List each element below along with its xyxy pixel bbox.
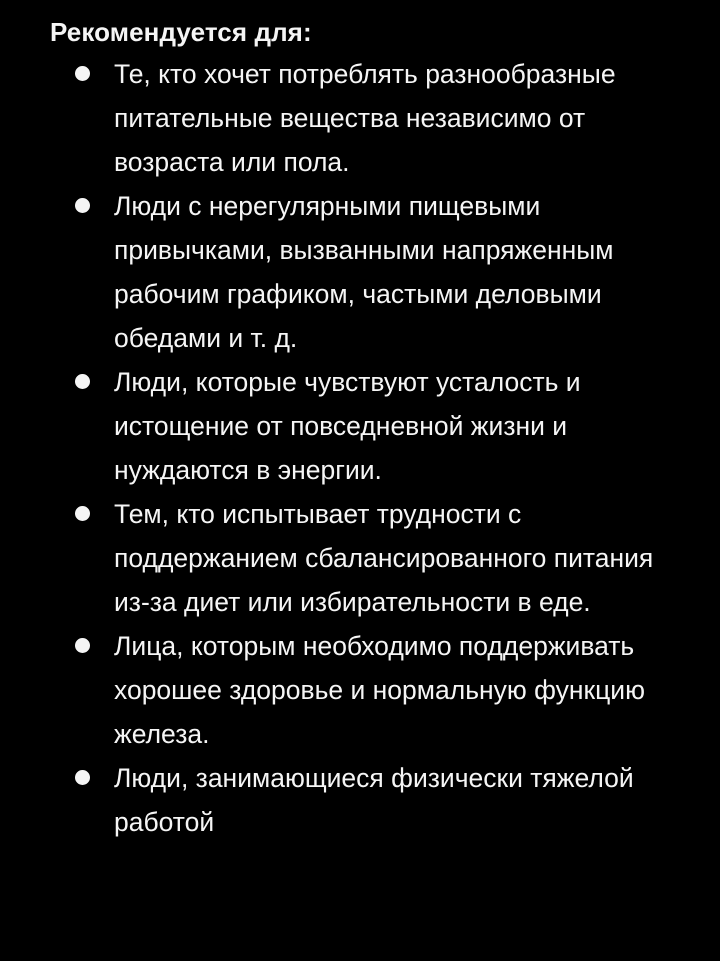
list-item bbox=[50, 492, 670, 624]
list-item bbox=[50, 624, 670, 756]
recommendation-list bbox=[50, 52, 690, 844]
list-item-text: Люди, занимающиеся физически тяжелой работой bbox=[114, 763, 634, 837]
bullet-icon bbox=[75, 770, 90, 785]
list-item bbox=[50, 756, 670, 844]
bullet-icon bbox=[75, 638, 90, 653]
list-item-text: Люди с нерегулярными пищевыми привычками, вызванными напряженным рабочим графиком, частыми деловыми обедами и т. д. bbox=[114, 191, 614, 353]
list-item-text: Лица, которым необходимо поддерживать хорошее здоровье и нормальную функцию железа. bbox=[114, 631, 645, 749]
section-heading: Рекомендуется для: bbox=[50, 17, 312, 47]
bullet-icon bbox=[75, 506, 90, 521]
bullet-icon bbox=[75, 198, 90, 213]
list-item-text: Тем, кто испытывает трудности с поддержанием сбалансированного питания из-за диет или избирательности в еде. bbox=[114, 499, 654, 617]
list-item bbox=[50, 52, 670, 184]
list-item bbox=[50, 184, 670, 360]
bullet-icon bbox=[75, 374, 90, 389]
list-item-text: Люди, которые чувствуют усталость и истощение от повседневной жизни и нуждаются в энергии. bbox=[114, 367, 581, 485]
list-item-text: Те, кто хочет потреблять разнообразные питательные вещества независимо от возраста или пола. bbox=[114, 59, 616, 177]
list-item bbox=[50, 360, 670, 492]
bullet-icon bbox=[75, 66, 90, 81]
